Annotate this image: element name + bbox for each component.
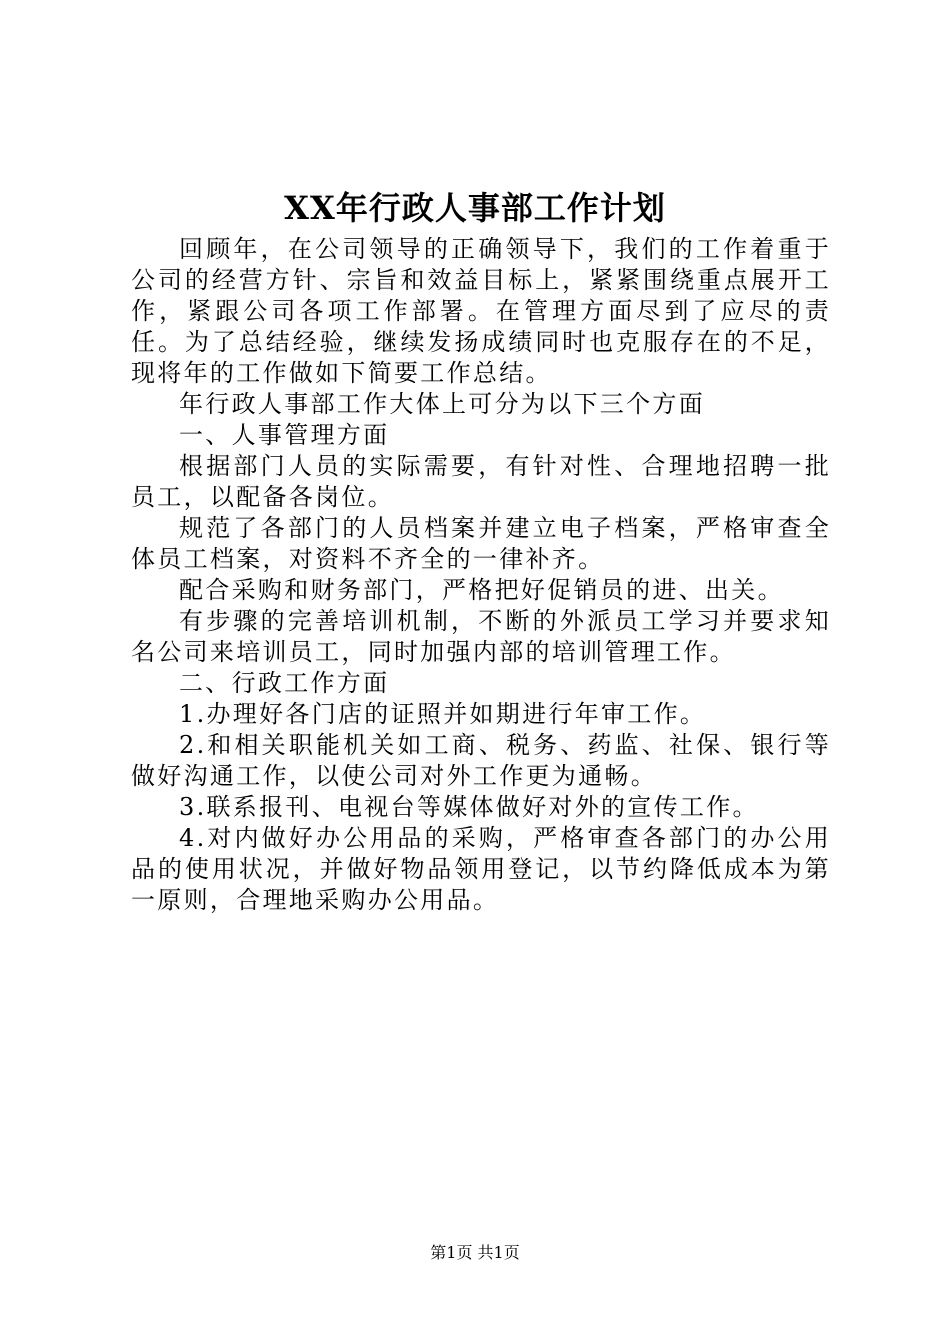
- paragraph-archives: 规范了各部门的人员档案并建立电子档案，严格审查全体员工档案，对资料不齐全的一律补齐。: [131, 514, 831, 573]
- list-item-2: 2.和相关职能机关如工商、税务、药监、社保、银行等做好沟通工作，以使公司对外工作更为通畅。: [131, 731, 831, 790]
- section-heading-administration: 二、行政工作方面: [179, 669, 390, 697]
- list-item-4: 4.对内做好办公用品的采购，严格审查各部门的办公用品的使用状况，并做好物品领用登记，以节约降低成本为第一原则，合理地采购办公用品。: [131, 824, 831, 914]
- list-item-1: 1.办理好各门店的证照并如期进行年审工作。: [179, 700, 707, 728]
- paragraph-overview: 年行政人事部工作大体上可分为以下三个方面: [179, 390, 705, 418]
- paragraph-procurement-finance: 配合采购和财务部门，严格把好促销员的进、出关。: [179, 576, 784, 604]
- section-heading-personnel: 一、人事管理方面: [179, 421, 390, 449]
- document-title: XX年行政人事部工作计划: [284, 189, 666, 227]
- paragraph-training: 有步骤的完善培训机制，不断的外派员工学习并要求知名公司来培训员工，同时加强内部的培训管理工作。: [131, 607, 831, 666]
- document-body: [131, 234, 831, 916]
- list-item-3: 3.联系报刊、电视台等媒体做好对外的宣传工作。: [179, 793, 759, 821]
- paragraph-intro: 回顾年，在公司领导的正确领导下，我们的工作着重于公司的经营方针、宗旨和效益目标上，紧紧围绕重点展开工作，紧跟公司各项工作部署。在管理方面尽到了应尽的责任。为了总结经验，继续发扬成绩同时也克服存在的不足，现将年的工作做如下简要工作总结。: [131, 235, 831, 387]
- page-footer: 第1页 共1页: [430, 1243, 520, 1262]
- paragraph-recruitment: 根据部门人员的实际需要，有针对性、合理地招聘一批员工，以配备各岗位。: [131, 452, 831, 511]
